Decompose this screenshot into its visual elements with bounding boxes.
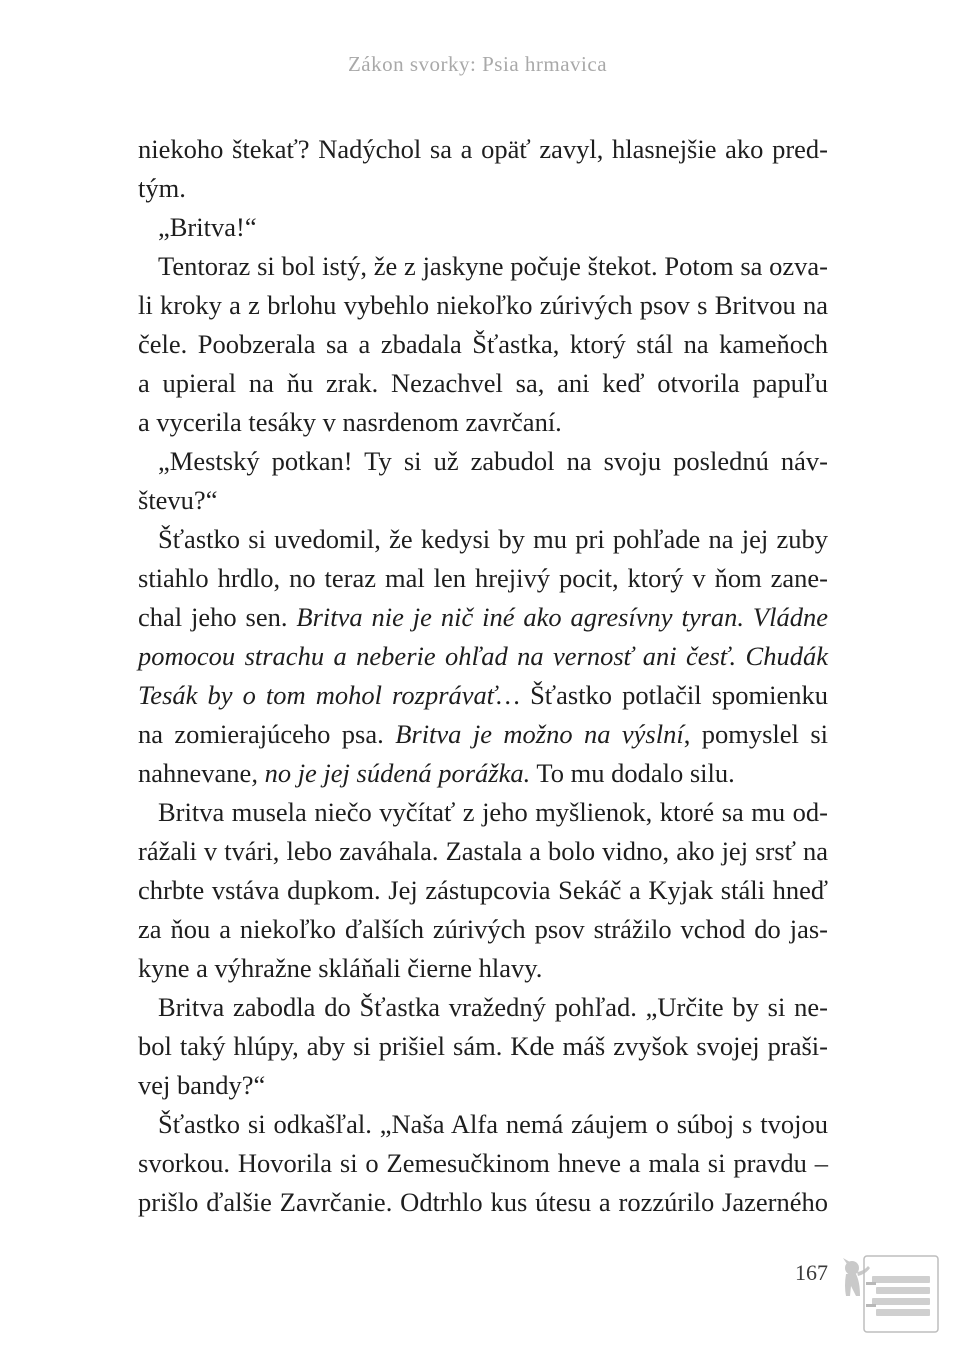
text-line: nahnevane, no je jej súdená porážka. To mu dodalo silu. — [138, 758, 735, 788]
text-line: stiahlo hrdlo, no teraz mal len hrejivý pocit, ktorý v ňom zane- — [138, 563, 828, 593]
text-line: rážali v tvári, lebo zaváhala. Zastala a bolo vidno, ako jej srsť na — [138, 836, 828, 866]
text-line: Šťastko si odkašľal. „Naša Alfa nemá záujem o súboj s tvojou — [158, 1109, 828, 1139]
text-line — [138, 637, 828, 676]
italic-thought: pomocou strachu a neberie ohľad na vernosť ani česť. Chudák — [138, 641, 828, 671]
text-line: za ňou a niekoľko ďalších zúrivých psov strážilo vchod do jas- — [138, 914, 828, 944]
text-line: Britva musela niečo vyčítať z jeho myšlienok, ktoré sa mu od- — [158, 797, 828, 827]
text-line: chrbte vstáva dupkom. Jej zástupcovia Sekáč a Kyjak stáli hneď — [138, 875, 828, 905]
text-line: svorkou. Hovorila si o Zemesučkinom hneve a mala si pravdu – — [138, 1148, 828, 1178]
italic-thought: , no je jej súdená porážka. — [251, 758, 531, 788]
text-line: a upieral na ňu zrak. Nezachvel sa, ani keď otvorila papuľu — [138, 368, 828, 398]
text-line: prišlo ďalšie Zavrčanie. Odtrhlo kus útesu a rozzúrilo Jazerného — [138, 1187, 828, 1217]
text-line: a vycerila tesáky v nasrdenom zavrčaní. — [138, 407, 562, 437]
text-line: „Britva!“ — [158, 212, 257, 242]
text-line: vej bandy?“ — [138, 1070, 266, 1100]
dog-and-books-logo-icon — [838, 1252, 942, 1336]
text-line: li kroky a z brlohu vybehlo niekoľko zúrivých psov s Britvou na — [138, 290, 828, 320]
text-line: niekoho štekať? Nadýchol sa a opäť zavyl, hlasnejšie ako pred- — [138, 134, 828, 164]
text-line: tým. — [138, 173, 186, 203]
running-head-title: Zákon svorky: Psia hrmavica — [347, 52, 608, 76]
text-line: Šťastko si uvedomil, že kedysi by mu pri pohľade na jej zuby — [158, 524, 828, 554]
text-line: Tentoraz si bol istý, že z jaskyne počuje štekot. Potom sa ozva- — [158, 251, 828, 281]
text-line: bol taký hlúpy, aby si prišiel sám. Kde máš zvyšok svojej praši- — [138, 1031, 828, 1061]
body-text — [138, 130, 828, 1222]
text-line: čele. Poobzerala sa a zbadala Šťastka, ktorý stál na kameňoch — [138, 329, 828, 359]
text-line: „Mestský potkan! Ty si už zabudol na svoju poslednú náv- — [158, 446, 828, 476]
italic-thought: Tesák by o tom mohol rozprávať… — [138, 680, 520, 710]
text-line: na zomierajúceho psa. Britva je možno na výslní, pomyslel si — [138, 719, 829, 749]
page-number: 167 — [795, 1260, 828, 1285]
text-line: Britva zabodla do Šťastka vražedný pohľad. „Určite by si ne- — [158, 992, 828, 1022]
text-line: kyne a výhražne skláňali čierne hlavy. — [138, 953, 543, 983]
text-line: Tesák by o tom mohol rozprávať… Šťastko potlačil spomienku — [138, 680, 828, 710]
italic-thought: Britva nie je nič iné ako agresívny tyran. Vládne — [296, 602, 828, 632]
italic-thought: Britva je možno na výslní — [395, 719, 684, 749]
text-line: chal jeho sen. Britva nie je nič iné ako agresívny tyran. Vládne — [138, 602, 828, 632]
text-line: števu?“ — [138, 485, 218, 515]
